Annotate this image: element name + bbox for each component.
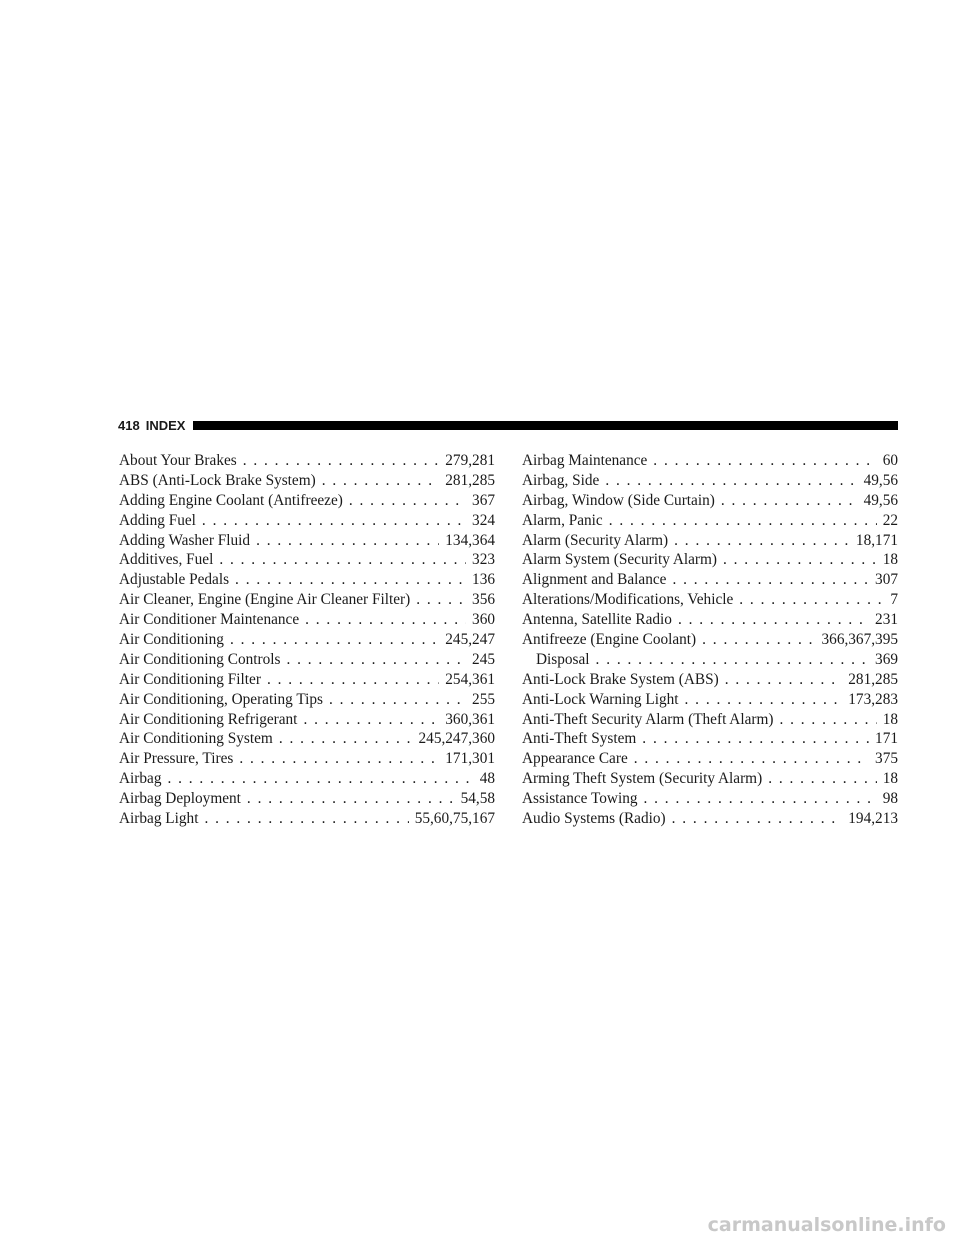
dot-leader <box>634 749 869 769</box>
index-entry-label: Anti-Theft System <box>522 730 637 748</box>
index-entry <box>522 710 898 730</box>
index-entry-pages: 356 <box>472 591 495 609</box>
dot-leader <box>267 670 439 690</box>
dot-leader <box>279 729 413 749</box>
index-entry-label: Assistance Towing <box>522 790 638 808</box>
dot-leader <box>235 570 466 590</box>
index-entry <box>119 511 495 531</box>
index-entry <box>522 729 898 749</box>
dot-leader <box>642 729 869 749</box>
index-entry <box>522 570 898 590</box>
index-entry-pages: 279,281 <box>445 452 495 469</box>
dot-leader <box>768 769 877 789</box>
index-entry-label: Audio Systems (Radio) <box>522 810 666 828</box>
index-entry-pages: 255 <box>472 690 495 708</box>
page-header <box>118 416 898 434</box>
index-entry-pages: 281,285 <box>848 670 898 688</box>
dot-leader <box>303 710 439 730</box>
index-entry-label: Anti-Lock Warning Light <box>522 690 679 708</box>
dot-leader <box>672 570 869 590</box>
index-entry <box>119 590 495 610</box>
index-entry-label: Additives, Fuel <box>119 551 214 569</box>
index-entry-label: Adding Engine Coolant (Antifreeze) <box>119 491 343 509</box>
dot-leader <box>644 789 877 809</box>
index-entry <box>522 789 898 809</box>
dot-leader <box>247 789 455 809</box>
index-entry-label: Air Conditioning, Operating Tips <box>119 690 323 708</box>
dot-leader <box>416 590 466 610</box>
index-entry <box>522 590 898 610</box>
index-entry-pages: 171 <box>875 730 898 748</box>
index-entry-label: Airbag, Window (Side Curtain) <box>522 491 715 509</box>
index-entry-pages: 369 <box>875 650 898 668</box>
index-entry-label: Antifreeze (Engine Coolant) <box>522 631 697 649</box>
index-entry-pages: 136 <box>472 571 495 589</box>
dot-leader <box>256 531 439 551</box>
index-entry <box>522 550 898 570</box>
index-entry-label: Alterations/Modifications, Vehicle <box>522 591 734 609</box>
index-entry-pages: 231 <box>875 611 898 629</box>
index-entry-pages: 22 <box>882 511 898 529</box>
dot-leader <box>349 491 466 511</box>
index-entry-pages: 18 <box>882 770 898 788</box>
index-entry-pages: 281,285 <box>445 471 495 489</box>
dot-leader <box>725 670 843 690</box>
index-entry-label: Airbag Deployment <box>119 790 241 808</box>
index-entry-pages: 48 <box>479 770 495 788</box>
header-rule <box>193 421 898 430</box>
index-entry-label: Disposal <box>536 650 590 668</box>
index-entry-pages: 60 <box>882 452 898 469</box>
index-entry-label: Alarm (Security Alarm) <box>522 531 669 549</box>
index-entry-label: Antenna, Satellite Radio <box>522 611 672 629</box>
index-entry <box>119 550 495 570</box>
index-entry-pages: 18,171 <box>855 531 898 549</box>
index-entry <box>522 451 898 471</box>
index-entry-label: Alignment and Balance <box>522 571 667 589</box>
dot-leader <box>702 630 815 650</box>
index-entry <box>522 491 898 511</box>
dot-leader <box>685 690 843 710</box>
index-entry <box>522 650 898 670</box>
index-entry <box>119 531 495 551</box>
dot-leader <box>243 451 440 471</box>
dot-leader <box>322 471 440 491</box>
index-entry-pages: 367 <box>472 491 495 509</box>
index-entry-label: Air Conditioning <box>119 631 224 649</box>
dot-leader <box>739 590 884 610</box>
index-entry-label: Arming Theft System (Security Alarm) <box>522 770 763 788</box>
index-entry-label: Air Conditioning Controls <box>119 650 281 668</box>
dot-leader <box>672 809 843 829</box>
index-column-left <box>119 451 495 829</box>
index-entry-pages: 134,364 <box>445 531 495 549</box>
index-entry-pages: 54,58 <box>460 790 495 808</box>
index-entry <box>119 630 495 650</box>
index-entry-label: Appearance Care <box>522 750 628 768</box>
index-entry <box>119 451 495 471</box>
index-entry <box>522 610 898 630</box>
dot-leader <box>204 809 408 829</box>
index-entry-label: Alarm System (Security Alarm) <box>522 551 717 569</box>
dot-leader <box>678 610 869 630</box>
index-entry-label: Air Conditioning Filter <box>119 670 261 688</box>
dot-leader <box>674 531 850 551</box>
index-entry-pages: 245,247,360 <box>418 730 495 748</box>
index-entry-pages: 375 <box>875 750 898 768</box>
index-entry <box>119 809 495 829</box>
index-entry-label: Adding Fuel <box>119 511 196 529</box>
index-entry-pages: 55,60,75,167 <box>414 810 495 828</box>
index-entry-label: Airbag Light <box>119 810 199 828</box>
index-entry-pages: 360,361 <box>445 710 495 728</box>
index-entry <box>119 650 495 670</box>
section-title: INDEX <box>145 417 186 433</box>
index-entry-pages: 324 <box>472 511 495 529</box>
index-entry <box>522 471 898 491</box>
index-entry <box>119 610 495 630</box>
dot-leader <box>653 451 876 471</box>
index-entry <box>522 511 898 531</box>
dot-leader <box>609 511 877 531</box>
index-entry <box>119 471 495 491</box>
dot-leader <box>605 471 857 491</box>
index-entry-label: Air Conditioner Maintenance <box>119 611 300 629</box>
index-entry-label: Anti-Theft Security Alarm (Theft Alarm) <box>522 710 774 728</box>
index-entry-label: Air Pressure, Tires <box>119 750 234 768</box>
index-entry-pages: 307 <box>875 571 898 589</box>
index-entry <box>119 769 495 789</box>
index-entry-label: Airbag <box>119 770 162 788</box>
dot-leader <box>167 769 473 789</box>
index-entry-label: Air Conditioning System <box>119 730 273 748</box>
dot-leader <box>219 550 466 570</box>
dot-leader <box>230 630 439 650</box>
index-entry-pages: 194,213 <box>848 810 898 828</box>
index-entry-pages: 254,361 <box>445 670 495 688</box>
index-entry-pages: 360 <box>472 611 495 629</box>
index-entry-pages: 366,367,395 <box>821 631 898 649</box>
index-entry-pages: 323 <box>472 551 495 569</box>
index-entry <box>522 670 898 690</box>
dot-leader <box>329 690 466 710</box>
index-entry-pages: 7 <box>890 591 898 609</box>
index-entry-pages: 98 <box>882 790 898 808</box>
dot-leader <box>202 511 466 531</box>
index-entry-label: About Your Brakes <box>119 452 237 469</box>
dot-leader <box>239 749 439 769</box>
index-entry <box>119 690 495 710</box>
dot-leader <box>286 650 466 670</box>
index-entry-label: Air Conditioning Refrigerant <box>119 710 298 728</box>
index-entry <box>522 630 898 650</box>
index-entry <box>522 809 898 829</box>
dot-leader <box>779 710 876 730</box>
index-entry-pages: 245,247 <box>445 631 495 649</box>
index-entry <box>119 729 495 749</box>
index-entry-label: Alarm, Panic <box>522 511 603 529</box>
watermark: carmanualsonline.info <box>707 1214 946 1236</box>
index-entry <box>119 710 495 730</box>
index-entry-label: Airbag, Side <box>522 471 600 489</box>
index-entry <box>119 789 495 809</box>
dot-leader <box>305 610 466 630</box>
index-entry-pages: 18 <box>882 710 898 728</box>
index-entry <box>119 570 495 590</box>
index-entry-pages: 18 <box>882 551 898 569</box>
index-entry <box>522 531 898 551</box>
index-entry <box>522 769 898 789</box>
index-entry <box>119 670 495 690</box>
index-entry <box>522 690 898 710</box>
index-column-right <box>522 451 898 829</box>
index-entry <box>119 749 495 769</box>
index-entry <box>522 749 898 769</box>
index-entry-pages: 173,283 <box>848 690 898 708</box>
dot-leader <box>721 491 858 511</box>
index-entry-label: Airbag Maintenance <box>522 452 648 469</box>
index-entry-label: Anti-Lock Brake System (ABS) <box>522 670 719 688</box>
index-entry <box>119 491 495 511</box>
dot-leader <box>723 550 877 570</box>
index-entry-label: Air Cleaner, Engine (Engine Air Cleaner Filter) <box>119 591 411 609</box>
dot-leader <box>596 650 870 670</box>
index-entry-pages: 171,301 <box>445 750 495 768</box>
index-entry-pages: 49,56 <box>863 471 898 489</box>
index-entry-label: ABS (Anti-Lock Brake System) <box>119 471 316 489</box>
page-number: 418 <box>118 417 140 433</box>
index-entry-label: Adding Washer Fluid <box>119 531 251 549</box>
index-entry-pages: 245 <box>472 650 495 668</box>
index-entry-pages: 49,56 <box>863 491 898 509</box>
index-entry-label: Adjustable Pedals <box>119 571 230 589</box>
